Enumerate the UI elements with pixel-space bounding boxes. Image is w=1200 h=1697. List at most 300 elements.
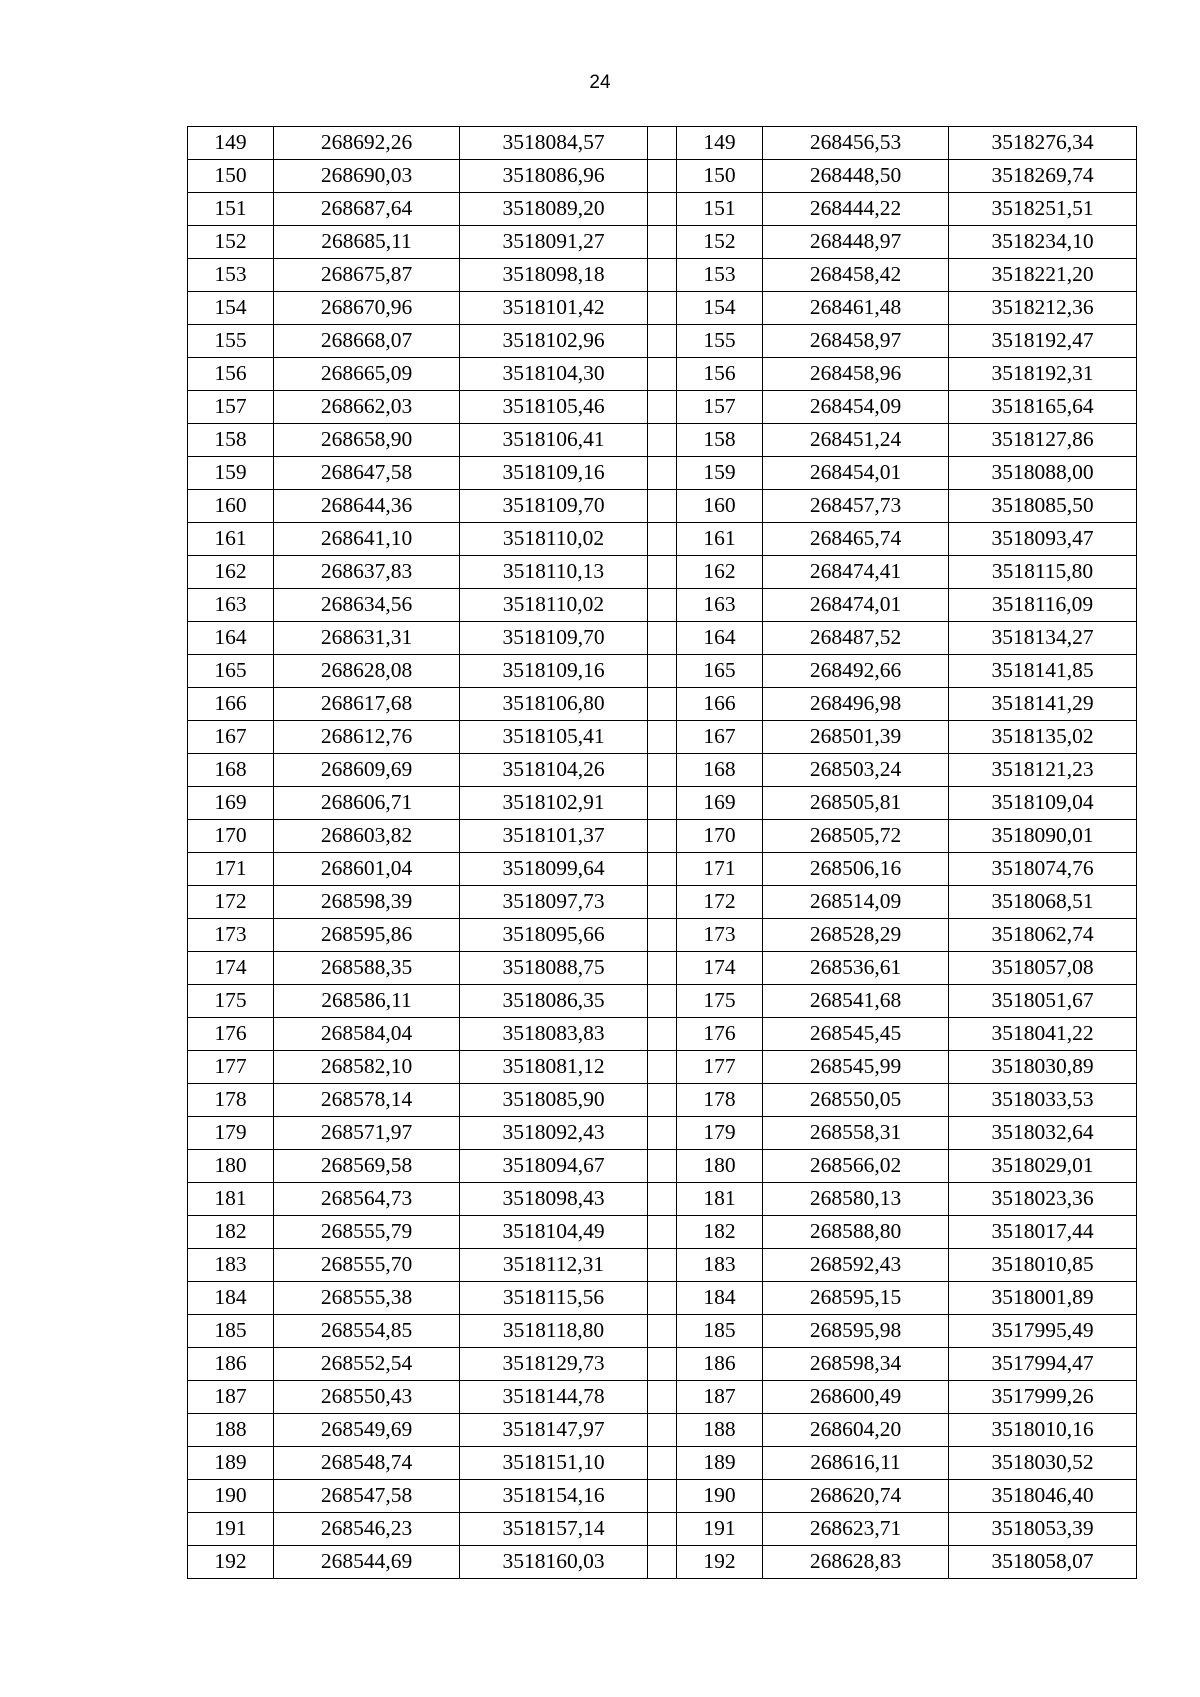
right-x-coordinate-cell: 268505,81 <box>763 787 949 820</box>
table-row <box>188 1150 1137 1183</box>
left-point-number-cell: 153 <box>188 259 274 292</box>
left-y-coordinate-cell: 3518098,43 <box>460 1183 648 1216</box>
right-point-number-cell: 168 <box>677 754 763 787</box>
left-y-coordinate-cell: 3518105,46 <box>460 391 648 424</box>
left-point-number-cell: 170 <box>188 820 274 853</box>
right-point-number-cell: 190 <box>677 1480 763 1513</box>
left-x-coordinate-cell: 268555,70 <box>274 1249 460 1282</box>
left-point-number-cell: 151 <box>188 193 274 226</box>
table-row <box>188 787 1137 820</box>
left-x-coordinate-cell: 268554,85 <box>274 1315 460 1348</box>
left-x-coordinate-cell: 268598,39 <box>274 886 460 919</box>
left-point-number-cell: 163 <box>188 589 274 622</box>
left-point-number-cell: 165 <box>188 655 274 688</box>
left-y-coordinate-cell: 3518160,03 <box>460 1546 648 1579</box>
separator-cell <box>648 160 677 193</box>
separator-cell <box>648 919 677 952</box>
left-x-coordinate-cell: 268549,69 <box>274 1414 460 1447</box>
right-point-number-cell: 177 <box>677 1051 763 1084</box>
table-row <box>188 952 1137 985</box>
table-row <box>188 1348 1137 1381</box>
table-row <box>188 754 1137 787</box>
left-point-number-cell: 158 <box>188 424 274 457</box>
right-point-number-cell: 171 <box>677 853 763 886</box>
table-row <box>188 655 1137 688</box>
right-point-number-cell: 150 <box>677 160 763 193</box>
separator-cell <box>648 1018 677 1051</box>
separator-cell <box>648 1381 677 1414</box>
left-point-number-cell: 190 <box>188 1480 274 1513</box>
left-x-coordinate-cell: 268685,11 <box>274 226 460 259</box>
left-x-coordinate-cell: 268564,73 <box>274 1183 460 1216</box>
right-point-number-cell: 170 <box>677 820 763 853</box>
table-row <box>188 259 1137 292</box>
table-row <box>188 1051 1137 1084</box>
table-row <box>188 1249 1137 1282</box>
left-y-coordinate-cell: 3518157,14 <box>460 1513 648 1546</box>
right-y-coordinate-cell: 3518093,47 <box>949 523 1137 556</box>
separator-cell <box>648 1315 677 1348</box>
right-point-number-cell: 176 <box>677 1018 763 1051</box>
right-x-coordinate-cell: 268580,13 <box>763 1183 949 1216</box>
right-y-coordinate-cell: 3518141,85 <box>949 655 1137 688</box>
left-x-coordinate-cell: 268637,83 <box>274 556 460 589</box>
right-y-coordinate-cell: 3518046,40 <box>949 1480 1137 1513</box>
left-x-coordinate-cell: 268601,04 <box>274 853 460 886</box>
left-x-coordinate-cell: 268555,38 <box>274 1282 460 1315</box>
left-x-coordinate-cell: 268628,08 <box>274 655 460 688</box>
left-y-coordinate-cell: 3518099,64 <box>460 853 648 886</box>
right-x-coordinate-cell: 268545,45 <box>763 1018 949 1051</box>
left-y-coordinate-cell: 3518084,57 <box>460 127 648 160</box>
right-x-coordinate-cell: 268595,15 <box>763 1282 949 1315</box>
right-x-coordinate-cell: 268528,29 <box>763 919 949 952</box>
right-y-coordinate-cell: 3518134,27 <box>949 622 1137 655</box>
left-point-number-cell: 177 <box>188 1051 274 1084</box>
right-y-coordinate-cell: 3518127,86 <box>949 424 1137 457</box>
left-x-coordinate-cell: 268670,96 <box>274 292 460 325</box>
right-x-coordinate-cell: 268454,09 <box>763 391 949 424</box>
right-y-coordinate-cell: 3518030,52 <box>949 1447 1137 1480</box>
right-point-number-cell: 169 <box>677 787 763 820</box>
left-point-number-cell: 179 <box>188 1117 274 1150</box>
left-point-number-cell: 167 <box>188 721 274 754</box>
separator-cell <box>648 1513 677 1546</box>
right-x-coordinate-cell: 268558,31 <box>763 1117 949 1150</box>
table-row <box>188 292 1137 325</box>
separator-cell <box>648 622 677 655</box>
left-y-coordinate-cell: 3518104,30 <box>460 358 648 391</box>
separator-cell <box>648 820 677 853</box>
right-point-number-cell: 179 <box>677 1117 763 1150</box>
left-x-coordinate-cell: 268603,82 <box>274 820 460 853</box>
left-x-coordinate-cell: 268595,86 <box>274 919 460 952</box>
left-x-coordinate-cell: 268617,68 <box>274 688 460 721</box>
right-x-coordinate-cell: 268501,39 <box>763 721 949 754</box>
right-x-coordinate-cell: 268492,66 <box>763 655 949 688</box>
left-point-number-cell: 171 <box>188 853 274 886</box>
right-x-coordinate-cell: 268503,24 <box>763 754 949 787</box>
left-point-number-cell: 192 <box>188 1546 274 1579</box>
right-point-number-cell: 191 <box>677 1513 763 1546</box>
left-point-number-cell: 181 <box>188 1183 274 1216</box>
separator-cell <box>648 523 677 556</box>
left-x-coordinate-cell: 268582,10 <box>274 1051 460 1084</box>
table-row <box>188 1117 1137 1150</box>
table-row <box>188 325 1137 358</box>
left-point-number-cell: 152 <box>188 226 274 259</box>
left-point-number-cell: 173 <box>188 919 274 952</box>
table-row <box>188 523 1137 556</box>
right-y-coordinate-cell: 3518051,67 <box>949 985 1137 1018</box>
left-y-coordinate-cell: 3518109,16 <box>460 655 648 688</box>
right-x-coordinate-cell: 268604,20 <box>763 1414 949 1447</box>
right-point-number-cell: 164 <box>677 622 763 655</box>
left-point-number-cell: 155 <box>188 325 274 358</box>
separator-cell <box>648 1249 677 1282</box>
separator-cell <box>648 1546 677 1579</box>
right-x-coordinate-cell: 268474,01 <box>763 589 949 622</box>
separator-cell <box>648 1414 677 1447</box>
right-y-coordinate-cell: 3518121,23 <box>949 754 1137 787</box>
separator-cell <box>648 1447 677 1480</box>
separator-cell <box>648 886 677 919</box>
right-x-coordinate-cell: 268444,22 <box>763 193 949 226</box>
right-y-coordinate-cell: 3518001,89 <box>949 1282 1137 1315</box>
right-y-coordinate-cell: 3518212,36 <box>949 292 1137 325</box>
right-point-number-cell: 155 <box>677 325 763 358</box>
right-x-coordinate-cell: 268458,42 <box>763 259 949 292</box>
left-point-number-cell: 188 <box>188 1414 274 1447</box>
right-point-number-cell: 172 <box>677 886 763 919</box>
right-x-coordinate-cell: 268536,61 <box>763 952 949 985</box>
table-row <box>188 1018 1137 1051</box>
right-point-number-cell: 174 <box>677 952 763 985</box>
left-y-coordinate-cell: 3518112,31 <box>460 1249 648 1282</box>
left-y-coordinate-cell: 3518106,80 <box>460 688 648 721</box>
separator-cell <box>648 325 677 358</box>
right-point-number-cell: 187 <box>677 1381 763 1414</box>
left-point-number-cell: 175 <box>188 985 274 1018</box>
separator-cell <box>648 1150 677 1183</box>
table-row <box>188 622 1137 655</box>
left-y-coordinate-cell: 3518081,12 <box>460 1051 648 1084</box>
left-y-coordinate-cell: 3518151,10 <box>460 1447 648 1480</box>
left-x-coordinate-cell: 268571,97 <box>274 1117 460 1150</box>
separator-cell <box>648 457 677 490</box>
separator-cell <box>648 787 677 820</box>
left-x-coordinate-cell: 268588,35 <box>274 952 460 985</box>
left-y-coordinate-cell: 3518095,66 <box>460 919 648 952</box>
left-y-coordinate-cell: 3518101,37 <box>460 820 648 853</box>
separator-cell <box>648 589 677 622</box>
left-x-coordinate-cell: 268647,58 <box>274 457 460 490</box>
left-y-coordinate-cell: 3518091,27 <box>460 226 648 259</box>
left-y-coordinate-cell: 3518129,73 <box>460 1348 648 1381</box>
left-point-number-cell: 178 <box>188 1084 274 1117</box>
right-y-coordinate-cell: 3518116,09 <box>949 589 1137 622</box>
right-point-number-cell: 180 <box>677 1150 763 1183</box>
right-point-number-cell: 184 <box>677 1282 763 1315</box>
right-x-coordinate-cell: 268598,34 <box>763 1348 949 1381</box>
separator-cell <box>648 655 677 688</box>
right-point-number-cell: 192 <box>677 1546 763 1579</box>
right-point-number-cell: 160 <box>677 490 763 523</box>
table-row <box>188 1183 1137 1216</box>
right-point-number-cell: 154 <box>677 292 763 325</box>
separator-cell <box>648 1183 677 1216</box>
left-point-number-cell: 174 <box>188 952 274 985</box>
right-x-coordinate-cell: 268600,49 <box>763 1381 949 1414</box>
right-y-coordinate-cell: 3518074,76 <box>949 853 1137 886</box>
right-point-number-cell: 162 <box>677 556 763 589</box>
right-point-number-cell: 175 <box>677 985 763 1018</box>
left-y-coordinate-cell: 3518086,35 <box>460 985 648 1018</box>
table-row <box>188 886 1137 919</box>
right-y-coordinate-cell: 3518053,39 <box>949 1513 1137 1546</box>
right-x-coordinate-cell: 268588,80 <box>763 1216 949 1249</box>
separator-cell <box>648 1117 677 1150</box>
left-point-number-cell: 176 <box>188 1018 274 1051</box>
right-point-number-cell: 159 <box>677 457 763 490</box>
left-y-coordinate-cell: 3518098,18 <box>460 259 648 292</box>
table-row <box>188 1447 1137 1480</box>
left-x-coordinate-cell: 268641,10 <box>274 523 460 556</box>
right-y-coordinate-cell: 3518033,53 <box>949 1084 1137 1117</box>
right-y-coordinate-cell: 3518010,16 <box>949 1414 1137 1447</box>
left-y-coordinate-cell: 3518102,96 <box>460 325 648 358</box>
right-x-coordinate-cell: 268545,99 <box>763 1051 949 1084</box>
right-x-coordinate-cell: 268451,24 <box>763 424 949 457</box>
table-row <box>188 391 1137 424</box>
left-point-number-cell: 159 <box>188 457 274 490</box>
table-row <box>188 985 1137 1018</box>
right-point-number-cell: 166 <box>677 688 763 721</box>
left-y-coordinate-cell: 3518109,16 <box>460 457 648 490</box>
table-row <box>188 457 1137 490</box>
right-point-number-cell: 151 <box>677 193 763 226</box>
left-x-coordinate-cell: 268547,58 <box>274 1480 460 1513</box>
right-y-coordinate-cell: 3518017,44 <box>949 1216 1137 1249</box>
left-x-coordinate-cell: 268555,79 <box>274 1216 460 1249</box>
right-y-coordinate-cell: 3518090,01 <box>949 820 1137 853</box>
separator-cell <box>648 226 677 259</box>
right-x-coordinate-cell: 268465,74 <box>763 523 949 556</box>
left-x-coordinate-cell: 268569,58 <box>274 1150 460 1183</box>
table-row <box>188 1315 1137 1348</box>
separator-cell <box>648 490 677 523</box>
left-point-number-cell: 166 <box>188 688 274 721</box>
right-point-number-cell: 153 <box>677 259 763 292</box>
left-point-number-cell: 172 <box>188 886 274 919</box>
left-x-coordinate-cell: 268546,23 <box>274 1513 460 1546</box>
right-x-coordinate-cell: 268550,05 <box>763 1084 949 1117</box>
separator-cell <box>648 127 677 160</box>
table-row <box>188 1084 1137 1117</box>
left-y-coordinate-cell: 3518092,43 <box>460 1117 648 1150</box>
table-row <box>188 1480 1137 1513</box>
left-x-coordinate-cell: 268687,64 <box>274 193 460 226</box>
separator-cell <box>648 1480 677 1513</box>
right-y-coordinate-cell: 3518221,20 <box>949 259 1137 292</box>
page-number: 24 <box>589 72 611 93</box>
right-point-number-cell: 156 <box>677 358 763 391</box>
left-point-number-cell: 162 <box>188 556 274 589</box>
left-point-number-cell: 180 <box>188 1150 274 1183</box>
right-y-coordinate-cell: 3517994,47 <box>949 1348 1137 1381</box>
table-row <box>188 1513 1137 1546</box>
right-y-coordinate-cell: 3518030,89 <box>949 1051 1137 1084</box>
left-x-coordinate-cell: 268548,74 <box>274 1447 460 1480</box>
left-y-coordinate-cell: 3518104,26 <box>460 754 648 787</box>
left-y-coordinate-cell: 3518106,41 <box>460 424 648 457</box>
right-point-number-cell: 167 <box>677 721 763 754</box>
table-row <box>188 721 1137 754</box>
right-x-coordinate-cell: 268506,16 <box>763 853 949 886</box>
table-row <box>188 358 1137 391</box>
right-x-coordinate-cell: 268620,74 <box>763 1480 949 1513</box>
right-y-coordinate-cell: 3518192,47 <box>949 325 1137 358</box>
right-point-number-cell: 152 <box>677 226 763 259</box>
right-y-coordinate-cell: 3518135,02 <box>949 721 1137 754</box>
table-row <box>188 1381 1137 1414</box>
table-row <box>188 1414 1137 1447</box>
table-row <box>188 160 1137 193</box>
left-x-coordinate-cell: 268586,11 <box>274 985 460 1018</box>
right-point-number-cell: 163 <box>677 589 763 622</box>
right-x-coordinate-cell: 268448,50 <box>763 160 949 193</box>
right-y-coordinate-cell: 3518251,51 <box>949 193 1137 226</box>
left-y-coordinate-cell: 3518118,80 <box>460 1315 648 1348</box>
table-row <box>188 1282 1137 1315</box>
table-row <box>188 127 1137 160</box>
left-x-coordinate-cell: 268644,36 <box>274 490 460 523</box>
right-x-coordinate-cell: 268592,43 <box>763 1249 949 1282</box>
right-y-coordinate-cell: 3518058,07 <box>949 1546 1137 1579</box>
table-row <box>188 556 1137 589</box>
left-x-coordinate-cell: 268675,87 <box>274 259 460 292</box>
left-y-coordinate-cell: 3518086,96 <box>460 160 648 193</box>
right-y-coordinate-cell: 3518032,64 <box>949 1117 1137 1150</box>
right-x-coordinate-cell: 268623,71 <box>763 1513 949 1546</box>
left-x-coordinate-cell: 268690,03 <box>274 160 460 193</box>
left-point-number-cell: 189 <box>188 1447 274 1480</box>
right-y-coordinate-cell: 3518057,08 <box>949 952 1137 985</box>
left-point-number-cell: 164 <box>188 622 274 655</box>
left-x-coordinate-cell: 268658,90 <box>274 424 460 457</box>
left-point-number-cell: 154 <box>188 292 274 325</box>
right-x-coordinate-cell: 268628,83 <box>763 1546 949 1579</box>
left-y-coordinate-cell: 3518109,70 <box>460 490 648 523</box>
right-x-coordinate-cell: 268456,53 <box>763 127 949 160</box>
right-point-number-cell: 183 <box>677 1249 763 1282</box>
left-y-coordinate-cell: 3518102,91 <box>460 787 648 820</box>
right-point-number-cell: 158 <box>677 424 763 457</box>
left-y-coordinate-cell: 3518110,02 <box>460 523 648 556</box>
separator-cell <box>648 1216 677 1249</box>
table-row <box>188 1546 1137 1579</box>
left-point-number-cell: 184 <box>188 1282 274 1315</box>
right-y-coordinate-cell: 3518029,01 <box>949 1150 1137 1183</box>
left-y-coordinate-cell: 3518154,16 <box>460 1480 648 1513</box>
right-point-number-cell: 157 <box>677 391 763 424</box>
left-y-coordinate-cell: 3518105,41 <box>460 721 648 754</box>
left-point-number-cell: 169 <box>188 787 274 820</box>
left-x-coordinate-cell: 268668,07 <box>274 325 460 358</box>
right-x-coordinate-cell: 268458,96 <box>763 358 949 391</box>
right-point-number-cell: 149 <box>677 127 763 160</box>
left-y-coordinate-cell: 3518110,02 <box>460 589 648 622</box>
left-y-coordinate-cell: 3518085,90 <box>460 1084 648 1117</box>
right-y-coordinate-cell: 3518192,31 <box>949 358 1137 391</box>
left-point-number-cell: 183 <box>188 1249 274 1282</box>
coordinates-table <box>187 126 1137 1579</box>
left-y-coordinate-cell: 3518083,83 <box>460 1018 648 1051</box>
right-y-coordinate-cell: 3518165,64 <box>949 391 1137 424</box>
separator-cell <box>648 721 677 754</box>
left-y-coordinate-cell: 3518104,49 <box>460 1216 648 1249</box>
separator-cell <box>648 1051 677 1084</box>
left-y-coordinate-cell: 3518147,97 <box>460 1414 648 1447</box>
table-row <box>188 853 1137 886</box>
left-x-coordinate-cell: 268692,26 <box>274 127 460 160</box>
right-point-number-cell: 161 <box>677 523 763 556</box>
right-x-coordinate-cell: 268487,52 <box>763 622 949 655</box>
left-x-coordinate-cell: 268631,31 <box>274 622 460 655</box>
table-row <box>188 1216 1137 1249</box>
left-x-coordinate-cell: 268584,04 <box>274 1018 460 1051</box>
right-x-coordinate-cell: 268595,98 <box>763 1315 949 1348</box>
table-row <box>188 490 1137 523</box>
right-y-coordinate-cell: 3518085,50 <box>949 490 1137 523</box>
separator-cell <box>648 985 677 1018</box>
left-point-number-cell: 191 <box>188 1513 274 1546</box>
left-x-coordinate-cell: 268634,56 <box>274 589 460 622</box>
left-x-coordinate-cell: 268606,71 <box>274 787 460 820</box>
right-y-coordinate-cell: 3518234,10 <box>949 226 1137 259</box>
right-y-coordinate-cell: 3518041,22 <box>949 1018 1137 1051</box>
right-y-coordinate-cell: 3518115,80 <box>949 556 1137 589</box>
right-point-number-cell: 181 <box>677 1183 763 1216</box>
coordinates-table-body <box>188 127 1137 1579</box>
separator-cell <box>648 1282 677 1315</box>
right-x-coordinate-cell: 268496,98 <box>763 688 949 721</box>
separator-cell <box>648 292 677 325</box>
right-x-coordinate-cell: 268454,01 <box>763 457 949 490</box>
right-y-coordinate-cell: 3518141,29 <box>949 688 1137 721</box>
left-y-coordinate-cell: 3518110,13 <box>460 556 648 589</box>
left-point-number-cell: 157 <box>188 391 274 424</box>
left-y-coordinate-cell: 3518089,20 <box>460 193 648 226</box>
right-x-coordinate-cell: 268474,41 <box>763 556 949 589</box>
separator-cell <box>648 1084 677 1117</box>
separator-cell <box>648 391 677 424</box>
right-y-coordinate-cell: 3518269,74 <box>949 160 1137 193</box>
left-y-coordinate-cell: 3518144,78 <box>460 1381 648 1414</box>
left-y-coordinate-cell: 3518109,70 <box>460 622 648 655</box>
right-point-number-cell: 186 <box>677 1348 763 1381</box>
separator-cell <box>648 358 677 391</box>
table-row <box>188 193 1137 226</box>
separator-cell <box>648 754 677 787</box>
separator-cell <box>648 424 677 457</box>
left-x-coordinate-cell: 268662,03 <box>274 391 460 424</box>
left-point-number-cell: 186 <box>188 1348 274 1381</box>
left-y-coordinate-cell: 3518101,42 <box>460 292 648 325</box>
table-row <box>188 424 1137 457</box>
left-y-coordinate-cell: 3518088,75 <box>460 952 648 985</box>
table-row <box>188 688 1137 721</box>
